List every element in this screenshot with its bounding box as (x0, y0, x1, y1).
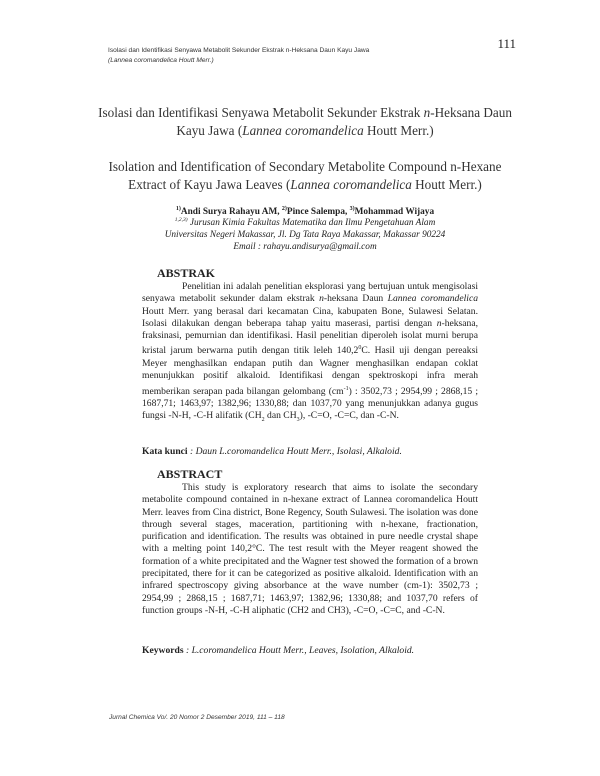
abstract-body: This study is exploratory research that aims to isolate the secondary metabolite compound contained in n-hexane extract of Lannea coromandelica Houtt Merr. leaves from Cina district, Bone Regency, South Sulawesi. The isolation was done through several stages, maceration, partitioning with n-hexane, fractionation, purification and identification. The results was obtained in pure needle crystal shape with a melting point 140,2°C. The test result with the Meyer reagent showed the formation of a white precipitated and the Wagner test showed the formation of a brown precipitated, there for it can be categorized as positive alkaloid. Identification with an infrared spectroscopy giving absorbance at the wave number (cm-1): 3502,73 ; 2954,99 ; 2868,15 ; 1687,71; 1463,97; 1382,96; 1330,88; and 1037,70 refers of function groups -N-H, -C-H aliphatic (CH2 and CH3), -C=O, -C=C, and -C-N. (142, 482, 478, 616)
kata-kunci: Kata kunci : Daun L.coromandelica Houtt Merr., Isolasi, Alkaloid. (142, 446, 402, 457)
title-indonesian: Isolasi dan Identifikasi Senyawa Metabolit Sekunder Ekstrak n-Heksana Daun Kayu Jawa (Lannea coromandelica Houtt Merr.) (98, 105, 512, 138)
title-english: Isolation and Identification of Secondary Metabolite Compound n-Hexane Extract of Kayu Jawa Leaves (Lannea coromandelica Houtt Merr.) (108, 159, 502, 192)
journal-citation: Jurnal Chemica Vo/. 20 Nomor 2 Desember 2019, 111 – 118 (109, 714, 285, 721)
abstract-heading: ABSTRACT (157, 467, 223, 481)
author-list: $^{1)}$Andi Surya Rahayu AM, $^{2)}$Pince Salempa, $^{3)}$Mohammad Wijaya (175, 206, 435, 218)
affiliation: $^{1,2,3)}$ Jurusan Kimia Fakultas Matematika dan Ilmu Pengetahuan Alam Universitas Negeri Makassar, Jl. Dg Tata Raya Makassar, Makassar 90224 Email : rahayu.andisurya@gmail.com (120, 214, 490, 253)
abstrak-heading: ABSTRAK (157, 266, 216, 280)
keywords: Keywords : L.coromandelica Houtt Merr., Leaves, Isolation, Alkaloid. (142, 645, 415, 656)
running-header (108, 46, 369, 66)
running-title-line1: Isolasi dan Identifikasi Senyawa Metabolit Sekunder Ekstrak n-Heksana Daun Kayu Jawa (108, 47, 370, 54)
page-number: 111 (497, 36, 516, 51)
author-email: Email : rahayu.andisurya@gmail.com (233, 242, 377, 253)
abstrak-body: Penelitian ini adalah penelitian eksplorasi yang bertujuan untuk mengisolasi senyawa metabolit sekunder dalam ekstrak n-heksana Daun Lannea coromandelica Houtt Merr. yang berasal dari kecamatan Cina, kabupaten Bone, Sulawesi Selatan. Isolasi dilakukan dengan beberapa tahap yaitu maserasi, partisi dengan n-heksana, fraksinasi, pemurnian dan identifikasi. Hasil penelitian diperoleh isolat murni berupa kristal jarum berwarna putih dengan titik leleh 140,2$^0$C. Hasil uji dengan pereaksi Meyer menghasilkan endapan putih dan Wagner menghasilkan endapan coklat menunjukkan positif alkaloid. Identifikasi dengan spektroskopi infra merah memberikan serapan pada bilangan gelombang $(cm^{-1})$ : 3502,73 ; 2954,99 ; 2868,15 ; 1687,71; 1463,97; 1382,96; 1330,88; dan 1037,70 yang menunjukkan adanya gugus fungsi -N-H, -C-H alifatik ($CH_2$ dan $CH_3$), -C=O, -C=C, dan -C-N. (142, 281, 479, 424)
running-title-line2: (Lannea coromandelica Houtt Merr.) (108, 57, 214, 64)
